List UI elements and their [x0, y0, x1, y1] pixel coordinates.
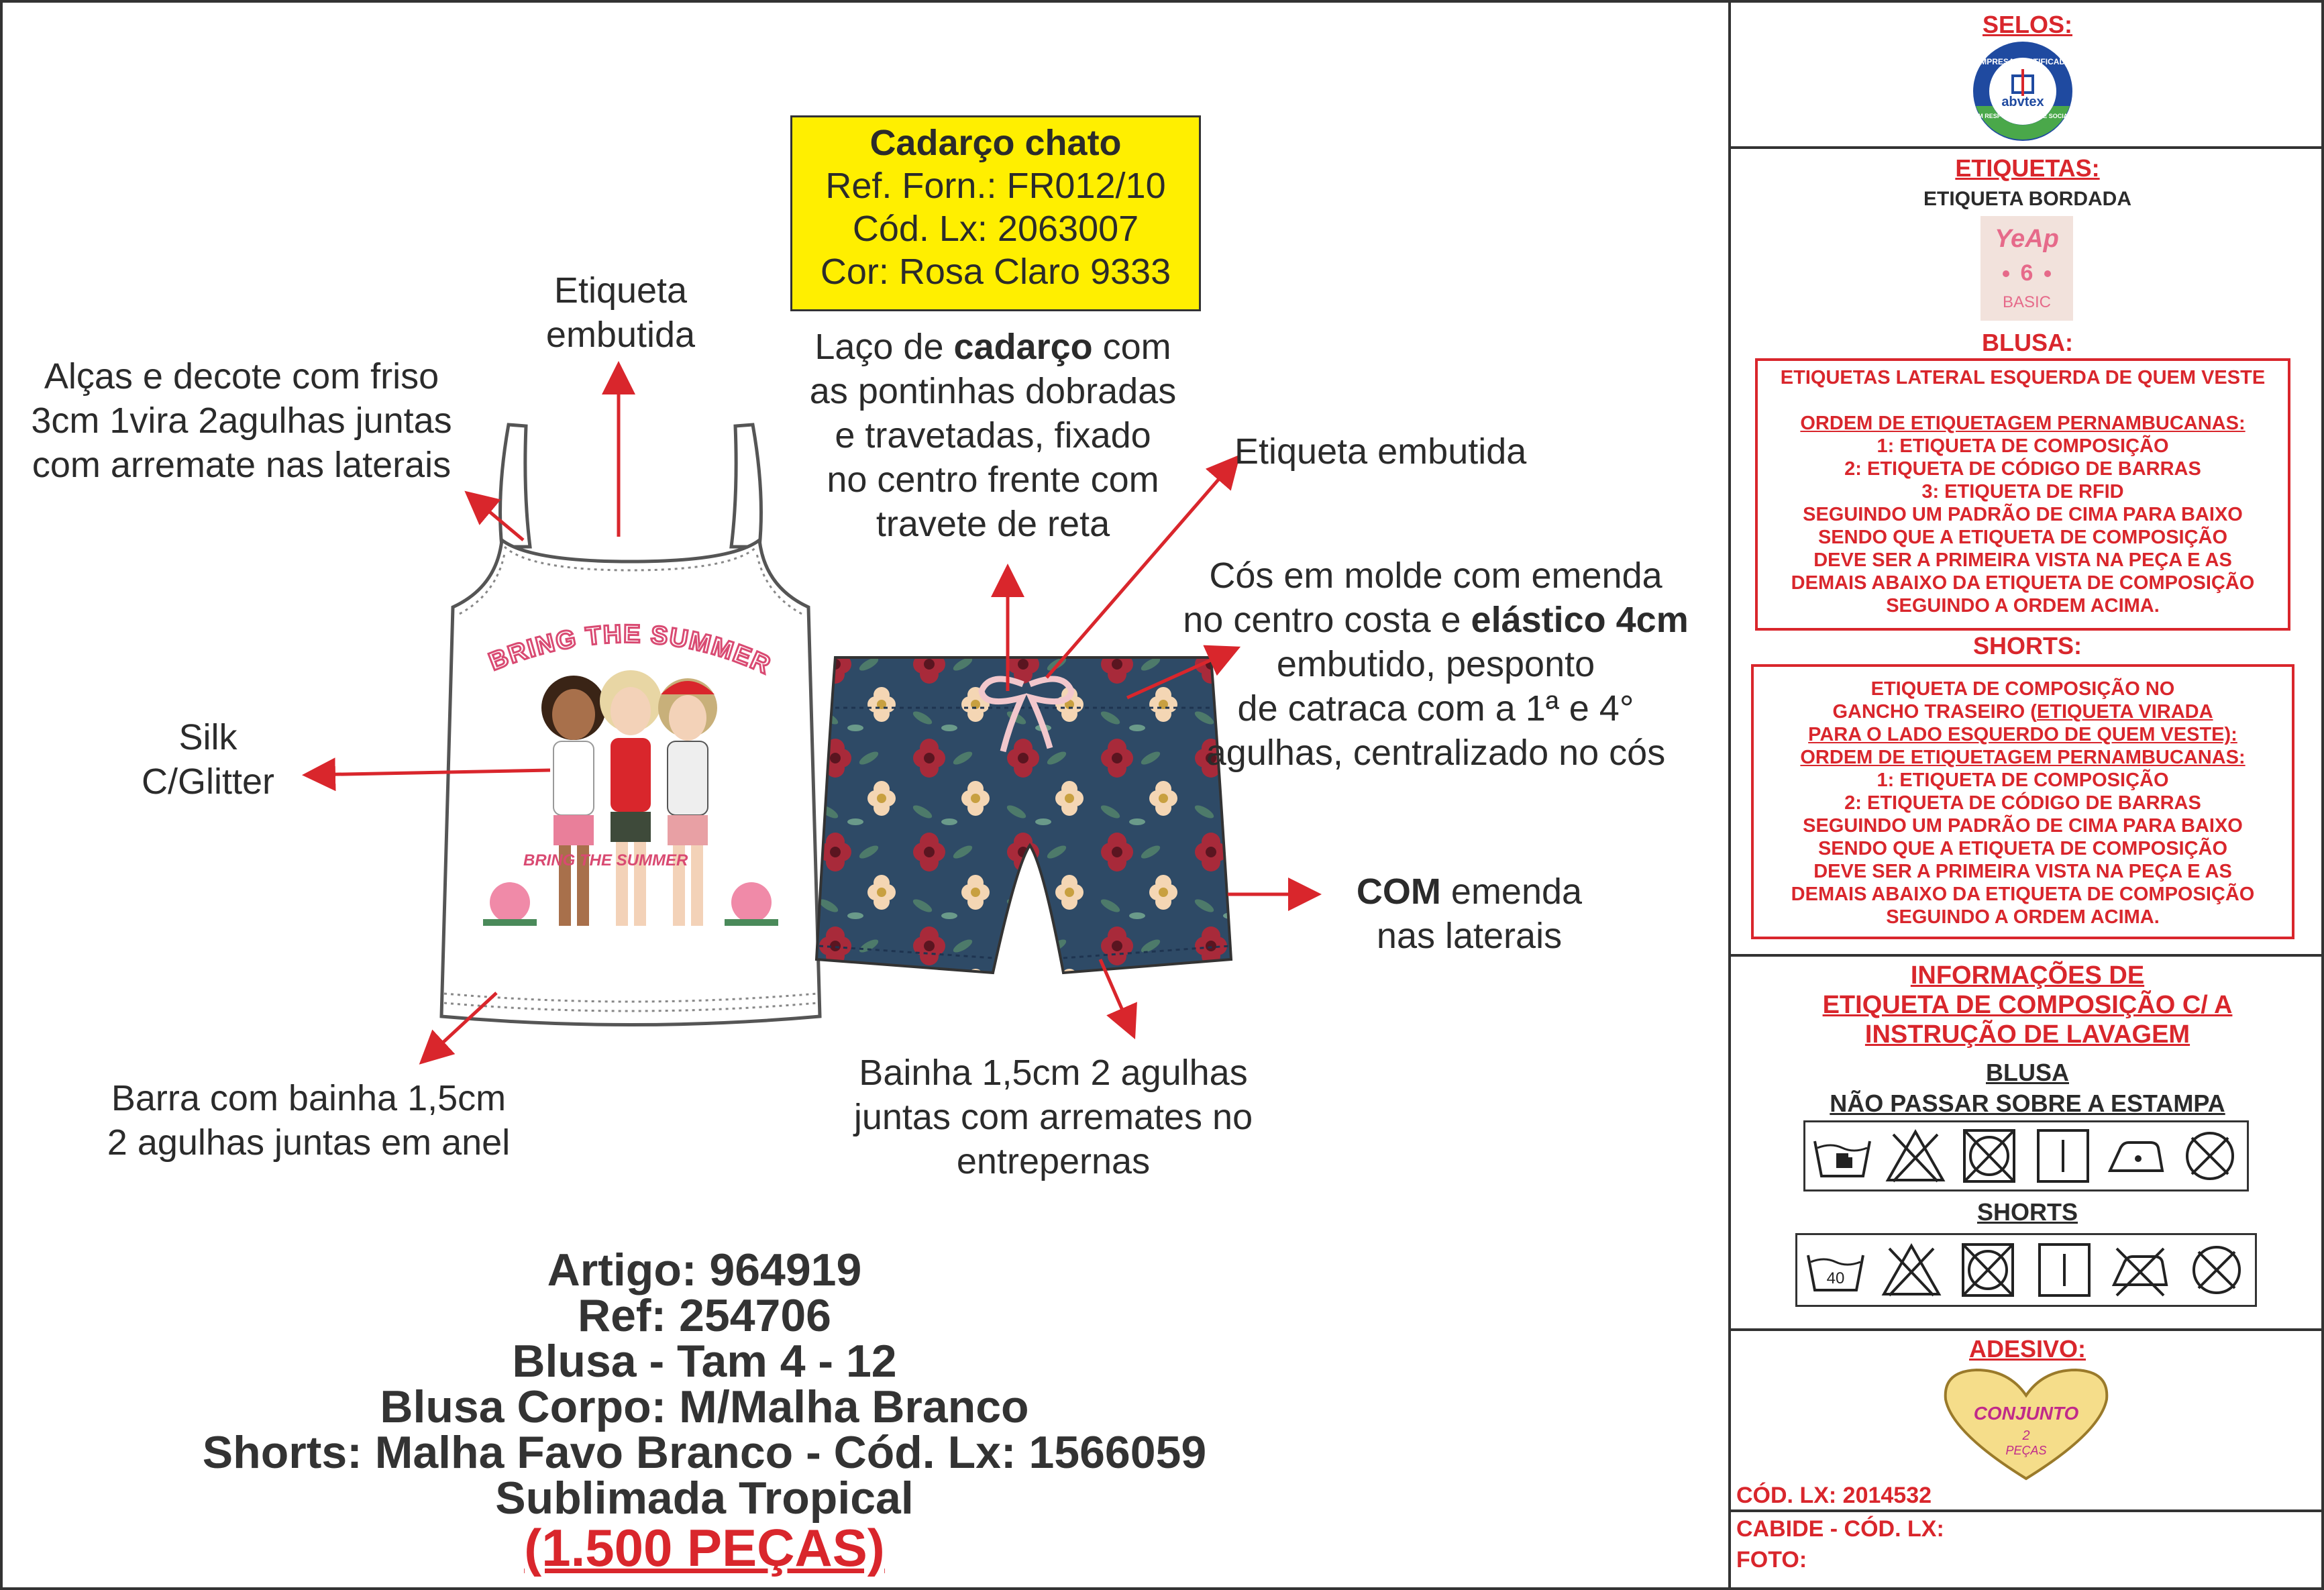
blusa-care-note: NÃO PASSAR SOBRE A ESTAMPA	[1830, 1090, 2225, 1117]
no-dry-clean-icon	[2178, 1128, 2241, 1184]
hand-wash-icon	[1811, 1128, 1874, 1184]
abvtex-seal-icon	[1966, 39, 2080, 144]
cadarco-title: Cadarço chato	[869, 123, 1122, 163]
cadarco-cor: Cor: Rosa Claro 9333	[820, 252, 1171, 292]
selos-title: SELOS:	[1982, 11, 2072, 38]
line-dry-icon	[2031, 1128, 2095, 1184]
artigo-line: Artigo: 964919	[547, 1244, 862, 1295]
etiqueta-embutida-right-note: Etiqueta embutida	[1234, 431, 1527, 472]
no-tumble-dry-icon	[1956, 1242, 2019, 1298]
divider-cabide	[1728, 1509, 2324, 1512]
info-title: INFORMAÇÕES DE ETIQUETA DE COMPOSIÇÃO C/ A INSTRUÇÃO DE LAVAGEM	[1822, 961, 2233, 1049]
etiqueta-bordada-label: ETIQUETA BORDADA	[1923, 188, 2131, 210]
print-slogan: BRING THE SUMMER	[485, 620, 776, 680]
yeap-label-icon	[1980, 216, 2073, 321]
shorts-label-instructions: ETIQUETA DE COMPOSIÇÃO NO GANCHO TRASEIRO (ETIQUETA VIRADA PARA O LADO ESQUERDO DE QUEM VESTE): ORDEM DE ETIQUETAGEM PERNAMBUCANAS: 1: ETIQUETA DE COMPOSIÇÃO 2: ETIQUETA DE CÓDIGO DE BARRAS SEGUINDO UM PADRÃO DE CIMA PARA BAIXO SENDO QUE A ETIQUETA DE COMPOSIÇÃO DEVE SER A PRIMEIRA VISTA NA PEÇA E AS DEMAIS ABAIXO DA ETIQUETA DE COMPOSIÇÃO SEGUINDO A ORDEM ACIMA.	[1751, 664, 2294, 939]
alcas-note: Alças e decote com friso 3cm 1vira 2agulhas juntas com arremate nas laterais	[31, 356, 452, 485]
svg-text:EMPRESA CERTIFICADA: EMPRESA CERTIFICADA	[1974, 57, 2071, 66]
shorts-care-label: SHORTS	[1976, 1198, 2078, 1226]
blusa-title: BLUSA:	[1982, 329, 2073, 356]
divider-adesivo	[1728, 1328, 2324, 1331]
cadarco-cod: Cód. Lx: 2063007	[852, 209, 1139, 249]
barra-note: Barra com bainha 1,5cm 2 agulhas juntas em anel	[107, 1078, 511, 1163]
wash-40-icon	[1804, 1242, 1867, 1298]
blusa-corpo-line: Blusa Corpo: M/Malha Branco	[380, 1381, 1029, 1432]
shorts-care-symbols	[1795, 1233, 2257, 1307]
no-bleach-icon	[1884, 1128, 1947, 1184]
iron-low-icon	[2105, 1128, 2168, 1184]
svg-text:BASIC: BASIC	[2002, 293, 2052, 311]
laco-note: Laço de cadarço com as pontinhas dobradas e travetadas, fixado no centro frente com travete de reta	[809, 327, 1177, 544]
no-iron-icon	[2109, 1242, 2172, 1298]
line-dry-icon	[2033, 1242, 2096, 1298]
silk-note: Silk C/Glitter	[141, 717, 275, 802]
no-bleach-icon	[1880, 1242, 1943, 1298]
divider-selos	[1728, 146, 2324, 149]
blusa-size-line: Blusa - Tam 4 - 12	[512, 1336, 897, 1387]
blusa-care-label: BLUSA	[1986, 1059, 2069, 1086]
divider-info	[1728, 954, 2324, 957]
no-dry-clean-icon	[2185, 1242, 2248, 1298]
cod-lx-label: CÓD. LX: 2014532	[1736, 1483, 1932, 1508]
foto-label: FOTO:	[1736, 1547, 1807, 1573]
svg-text:BRING THE SUMMER: BRING THE SUMMER	[523, 851, 688, 869]
svg-text:abvtex: abvtex	[2001, 95, 2044, 109]
cadarco-label-box	[790, 115, 1201, 311]
blusa-label-instructions: ETIQUETAS LATERAL ESQUERDA DE QUEM VESTE ORDEM DE ETIQUETAGEM PERNAMBUCANAS: 1: ETIQUETA DE COMPOSIÇÃO 2: ETIQUETA DE CÓDIGO DE BARRAS 3: ETIQUETA DE RFID SEGUINDO UM PADRÃO DE CIMA PARA BAIXO SENDO QUE A ETIQUETA DE COMPOSIÇÃO DEVE SER A PRIMEIRA VISTA NA PEÇA E AS DEMAIS ABAIXO DA ETIQUETA DE COMPOSIÇÃO SEGUINDO A ORDEM ACIMA.	[1755, 358, 2290, 631]
shorts-title: SHORTS:	[1973, 632, 2082, 659]
svg-text:2: 2	[2022, 1428, 2030, 1443]
cadarco-ref: Ref. Forn.: FR012/10	[825, 166, 1166, 206]
cos-note: Cós em molde com emenda no centro costa e elástico 4cm embutido, pesponto de catraca com a 1ª e 4° agulhas, centralizado no cós	[1183, 555, 1689, 773]
svg-text:EM RESPONSABILIDADE SOCIAL: EM RESPONSABILIDADE SOCIAL	[1974, 113, 2072, 119]
svg-text:YeAp: YeAp	[1995, 225, 2059, 253]
com-emenda-note: COM emenda nas laterais	[1356, 871, 1583, 956]
bainha-note: Bainha 1,5cm 2 agulhas juntas com arremates no entrepernas	[853, 1053, 1253, 1181]
ref-line: Ref: 254706	[577, 1290, 832, 1341]
quantity-line: (1.500 PEÇAS)	[524, 1518, 885, 1577]
svg-text:40: 40	[1826, 1269, 1845, 1287]
svg-text:CONJUNTO: CONJUNTO	[1973, 1403, 2079, 1424]
adesivo-title: ADESIVO:	[1968, 1335, 2087, 1363]
shorts-fabric-line: Shorts: Malha Favo Branco - Cód. Lx: 1566059	[202, 1427, 1207, 1478]
etiquetas-title: ETIQUETAS:	[1955, 154, 2100, 182]
conjunto-heart-sticker-icon	[1939, 1366, 2113, 1481]
svg-text:6: 6	[2020, 260, 2034, 286]
svg-text:PEÇAS: PEÇAS	[2005, 1444, 2047, 1457]
cabide-label: CABIDE - CÓD. LX:	[1736, 1516, 1944, 1542]
sublimada-line: Sublimada Tropical	[495, 1473, 914, 1524]
no-tumble-dry-icon	[1958, 1128, 2021, 1184]
blusa-care-symbols	[1803, 1120, 2249, 1191]
etiqueta-embutida-top-note: Etiqueta embutida	[545, 270, 696, 355]
